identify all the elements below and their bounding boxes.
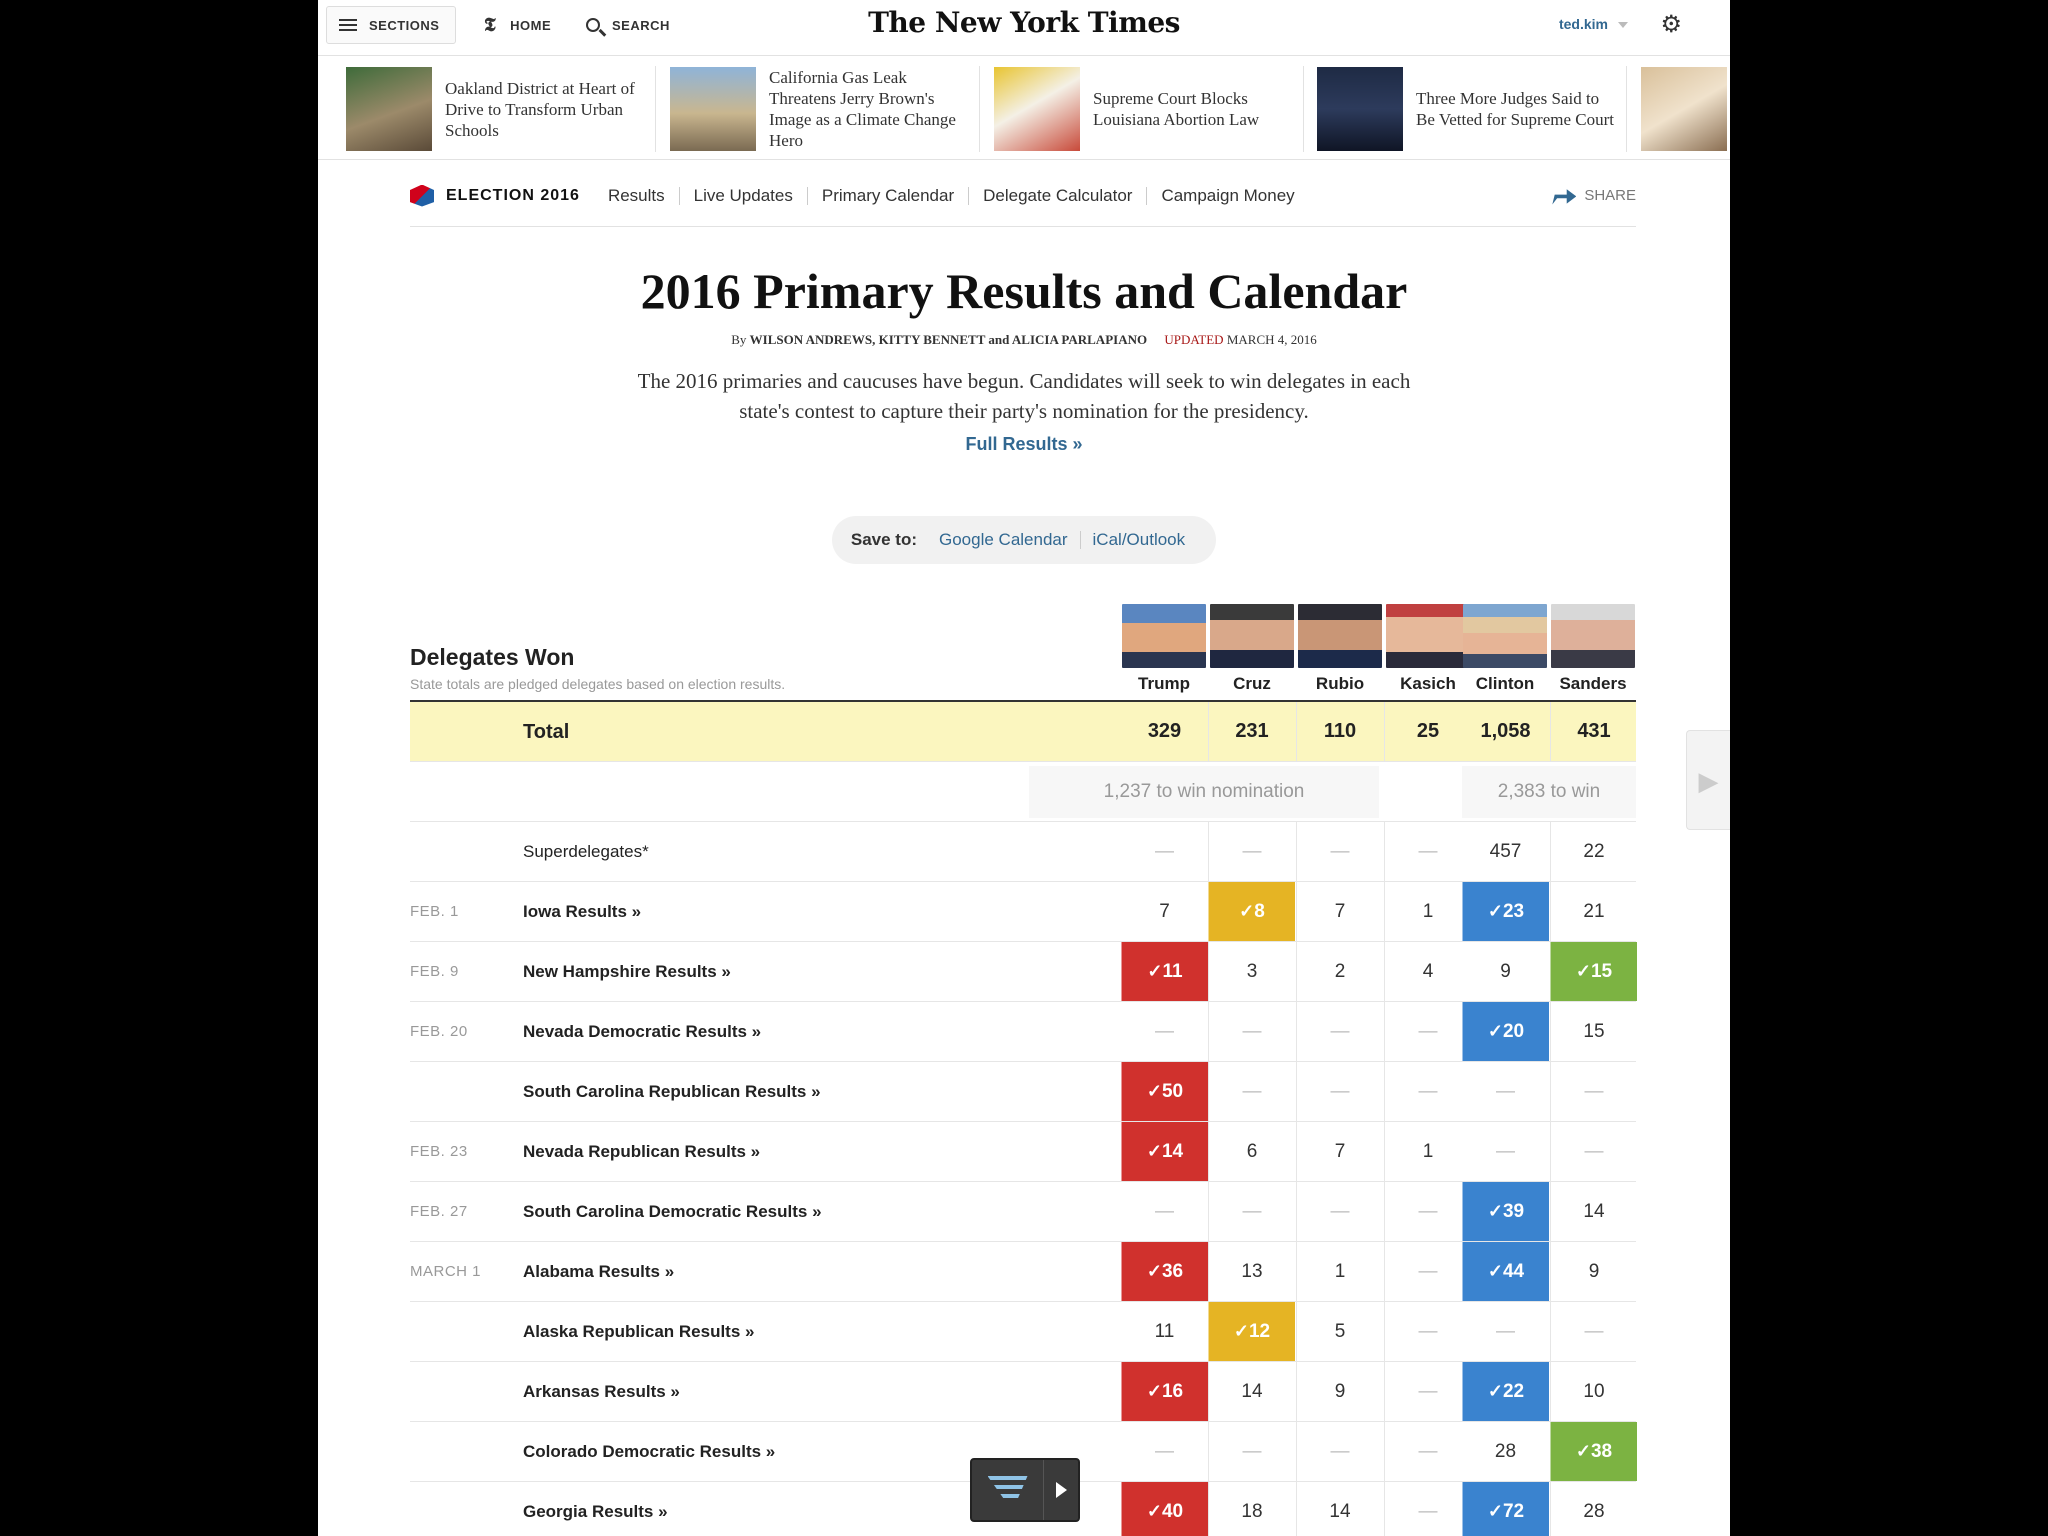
delegate-cell: 2 xyxy=(1296,942,1383,1001)
story-item[interactable] xyxy=(1317,66,1627,152)
user-name: ted.kim xyxy=(1558,16,1608,32)
total-cell: 231 xyxy=(1208,702,1295,761)
state-results-link[interactable]: Iowa Results » xyxy=(523,902,642,921)
nyt-t-icon: 𝕿 xyxy=(484,14,497,36)
candidate-photo xyxy=(1122,604,1206,668)
to-win-row xyxy=(410,762,1636,822)
winner-cell: ✓ 15 xyxy=(1550,942,1637,1001)
delegate-cell: — xyxy=(1384,1242,1471,1301)
state-results-link[interactable]: Alaska Republican Results » xyxy=(523,1322,755,1341)
candidate-header-kasich xyxy=(1385,604,1471,694)
winner-cell: ✓ 38 xyxy=(1550,1422,1637,1481)
full-results-link[interactable]: Full Results » xyxy=(965,434,1083,454)
candidate-header-rubio xyxy=(1297,604,1383,694)
candidate-name: Kasich xyxy=(1400,674,1456,693)
delegate-cell: — xyxy=(1384,1182,1471,1241)
delegate-cell: 9 xyxy=(1500,961,1511,982)
delegate-cell: 5 xyxy=(1296,1302,1383,1361)
story-headline: Oakland District at Heart of Drive to Transform Urban Schools xyxy=(445,78,635,140)
delegate-cell: — xyxy=(1384,1002,1471,1061)
delegate-cell: 457 xyxy=(1489,841,1522,862)
row-date: FEB. 20 xyxy=(410,1023,468,1040)
delegate-cell: 4 xyxy=(1384,942,1471,1001)
delegate-cell: 14 xyxy=(1296,1482,1383,1536)
candidate-name: Sanders xyxy=(1559,674,1627,693)
row-date: MARCH 1 xyxy=(410,1263,482,1280)
delegate-cell: — xyxy=(1296,1182,1383,1241)
delegate-cell: — xyxy=(1296,1002,1383,1061)
story-item[interactable] xyxy=(670,66,980,152)
delegate-cell: 10 xyxy=(1550,1362,1637,1421)
summary: The 2016 primaries and caucuses have begun. Candidates will seek to win delegates in each state's contest to capture their party's nomination for the presidency. xyxy=(637,369,1411,423)
delegate-cell: — xyxy=(1155,841,1174,862)
state-results-link[interactable]: South Carolina Republican Results » xyxy=(523,1082,821,1101)
delegate-cell: 1 xyxy=(1384,882,1471,941)
delegate-cell: — xyxy=(1155,1021,1174,1042)
delegate-cell: — xyxy=(1296,822,1383,881)
story-item[interactable] xyxy=(994,66,1304,152)
row-date: FEB. 23 xyxy=(410,1143,468,1160)
delegate-cell: 11 xyxy=(1154,1321,1175,1342)
delegate-cell: — xyxy=(1208,1062,1295,1121)
delegate-cell: — xyxy=(1384,1302,1471,1361)
delegate-cell: — xyxy=(1384,1362,1471,1421)
story-headline: Supreme Court Blocks Louisiana Abortion Law xyxy=(1093,89,1260,129)
delegate-cell: 15 xyxy=(1550,1002,1637,1061)
delegates-rows xyxy=(410,700,1636,1536)
delegates-title: Delegates Won xyxy=(410,644,575,670)
story-headline: Three More Judges Said to Be Vetted for Supreme Court xyxy=(1416,89,1614,129)
table-row xyxy=(410,1002,1636,1062)
next-arrow-icon[interactable]: ▶ xyxy=(1686,730,1730,830)
story-thumbnail xyxy=(1641,67,1727,151)
story-thumbnail xyxy=(346,67,432,151)
winner-cell: ✓ 16 xyxy=(1121,1362,1208,1421)
state-results-link[interactable]: New Hampshire Results » xyxy=(523,962,731,981)
state-results-link[interactable]: Nevada Democratic Results » xyxy=(523,1022,762,1041)
total-cell: 110 xyxy=(1296,702,1383,761)
delegate-cell: — xyxy=(1208,822,1295,881)
nav-live-updates[interactable]: Live Updates xyxy=(679,187,807,205)
delegate-cell: — xyxy=(1384,822,1471,881)
winner-cell: ✓ 8 xyxy=(1208,882,1295,941)
table-row xyxy=(410,1182,1636,1242)
nav-campaign-money[interactable]: Campaign Money xyxy=(1146,187,1308,205)
delegate-cell: 7 xyxy=(1296,882,1383,941)
table-row xyxy=(410,1302,1636,1362)
rep-to-win: 1,237 to win nomination xyxy=(1029,766,1379,818)
delegate-cell: — xyxy=(1208,1422,1295,1481)
winner-cell: ✓ 50 xyxy=(1121,1062,1208,1121)
total-cell: 1,058 xyxy=(1480,720,1531,742)
state-results-link[interactable]: Georgia Results » xyxy=(523,1502,668,1521)
row-label: Superdelegates* xyxy=(523,842,649,861)
winner-cell: ✓ 23 xyxy=(1462,882,1549,941)
winner-cell: ✓ 11 xyxy=(1121,942,1208,1001)
table-row xyxy=(410,1362,1636,1422)
media-player-widget[interactable] xyxy=(970,1458,1080,1522)
delegate-cell: 6 xyxy=(1208,1122,1295,1181)
candidate-header-sanders xyxy=(1550,604,1636,694)
total-cell: 25 xyxy=(1384,702,1471,761)
result-rows xyxy=(410,822,1636,1536)
table-row xyxy=(410,1242,1636,1302)
nav-delegate-calculator[interactable]: Delegate Calculator xyxy=(968,187,1146,205)
winner-cell: ✓ 44 xyxy=(1462,1242,1549,1301)
delegate-cell: 18 xyxy=(1208,1482,1295,1536)
byline-prefix: By xyxy=(731,332,747,347)
byline xyxy=(318,332,1730,348)
byline-names: WILSON ANDREWS, KITTY BENNETT and ALICIA PARLAPIANO xyxy=(749,332,1148,347)
dem-to-win: 2,383 to win xyxy=(1462,766,1636,818)
delegate-cell: — xyxy=(1550,1302,1637,1361)
delegate-cell: 13 xyxy=(1208,1242,1295,1301)
nav-results[interactable]: Results xyxy=(607,185,665,205)
table-row xyxy=(410,942,1636,1002)
delegate-cell: — xyxy=(1155,1441,1174,1462)
candidate-photo xyxy=(1298,604,1382,668)
winner-cell: ✓ 40 xyxy=(1121,1482,1208,1536)
delegate-cell: 21 xyxy=(1550,882,1637,941)
delegate-cell: — xyxy=(1384,1422,1471,1481)
winner-cell: ✓ 22 xyxy=(1462,1362,1549,1421)
delegates-subtitle: State totals are pledged delegates based on election results. xyxy=(410,676,786,692)
candidate-name: Trump xyxy=(1138,674,1190,693)
updated-label: UPDATED xyxy=(1164,332,1224,347)
share-label: SHARE xyxy=(1584,187,1636,204)
share-button[interactable] xyxy=(1552,187,1636,205)
state-results-link[interactable]: South Carolina Democratic Results » xyxy=(523,1202,822,1221)
delegate-cell: 7 xyxy=(1159,901,1170,922)
delegate-cell: — xyxy=(1550,1122,1637,1181)
story-item[interactable] xyxy=(1641,66,1727,152)
state-results-link[interactable]: Arkansas Results » xyxy=(523,1382,680,1401)
delegate-cell: 1 xyxy=(1296,1242,1383,1301)
total-cell: 329 xyxy=(1147,720,1182,742)
candidate-photo xyxy=(1551,604,1635,668)
top-bar xyxy=(318,0,1730,56)
ballot-box-icon xyxy=(410,185,434,207)
google-calendar-link[interactable]: Google Calendar xyxy=(939,530,1068,549)
delegate-cell: 9 xyxy=(1550,1242,1637,1301)
candidate-name: Rubio xyxy=(1315,674,1365,693)
page-title: 2016 Primary Results and Calendar xyxy=(640,263,1408,319)
candidate-header-cruz xyxy=(1209,604,1295,694)
state-results-link[interactable]: Alabama Results » xyxy=(523,1262,675,1281)
state-results-link[interactable]: Colorado Democratic Results » xyxy=(523,1442,776,1461)
page xyxy=(318,0,1730,1536)
candidate-name: Clinton xyxy=(1475,674,1535,693)
top-stories-strip xyxy=(318,56,1730,160)
delegate-cell: 1 xyxy=(1384,1122,1471,1181)
delegate-cell: — xyxy=(1296,1062,1383,1121)
delegate-cell: — xyxy=(1296,1422,1383,1481)
table-row xyxy=(410,822,1636,882)
search-label: SEARCH xyxy=(612,17,670,33)
share-icon xyxy=(1552,187,1576,205)
delegate-cell: 28 xyxy=(1494,1441,1517,1462)
story-headline: California Gas Leak Threatens Jerry Brown's Image as a Climate Change Hero xyxy=(769,68,956,150)
story-item[interactable] xyxy=(346,66,656,152)
nav-primary-calendar[interactable]: Primary Calendar xyxy=(807,187,968,205)
delegate-cell: 9 xyxy=(1296,1362,1383,1421)
total-row xyxy=(410,702,1636,762)
chevron-down-icon xyxy=(1618,22,1628,28)
delegate-cell: — xyxy=(1496,1321,1515,1342)
ical-outlook-link[interactable]: iCal/Outlook xyxy=(1092,530,1186,549)
gear-icon[interactable]: ⚙ xyxy=(1660,11,1682,38)
delegate-cell: — xyxy=(1550,1062,1637,1121)
table-row xyxy=(410,1122,1636,1182)
election-brand[interactable]: ELECTION 2016 xyxy=(446,186,580,204)
story-thumbnail xyxy=(994,67,1080,151)
delegate-cell: 14 xyxy=(1208,1362,1295,1421)
election-nav xyxy=(410,165,1636,227)
delegate-cell: — xyxy=(1496,1141,1515,1162)
home-label: HOME xyxy=(510,17,552,33)
row-date: FEB. 9 xyxy=(410,963,459,980)
winner-cell: ✓ 36 xyxy=(1121,1242,1208,1301)
candidate-photo xyxy=(1463,604,1547,668)
winner-cell: ✓ 12 xyxy=(1208,1302,1295,1361)
updated-date: MARCH 4, 2016 xyxy=(1226,332,1317,347)
delegate-cell: 22 xyxy=(1550,822,1637,881)
delegate-cell: — xyxy=(1496,1081,1515,1102)
table-row xyxy=(410,1062,1636,1122)
winner-cell: ✓ 20 xyxy=(1462,1002,1549,1061)
delegate-cell: — xyxy=(1384,1482,1471,1536)
delegate-cell: 7 xyxy=(1296,1122,1383,1181)
save-to-bar xyxy=(832,516,1216,564)
table-row xyxy=(410,882,1636,942)
story-thumbnail xyxy=(1317,67,1403,151)
delegate-cell: — xyxy=(1155,1201,1174,1222)
story-thumbnail xyxy=(670,67,756,151)
player-logo-icon xyxy=(972,1460,1044,1520)
candidate-name: Cruz xyxy=(1233,674,1271,693)
total-label: Total xyxy=(523,721,570,743)
row-date: FEB. 1 xyxy=(410,903,459,920)
candidate-photo xyxy=(1386,604,1470,668)
delegate-cell: — xyxy=(1208,1002,1295,1061)
winner-cell: ✓ 39 xyxy=(1462,1182,1549,1241)
total-cell: 431 xyxy=(1550,702,1637,761)
candidate-header-clinton xyxy=(1462,604,1548,694)
winner-cell: ✓ 72 xyxy=(1462,1482,1549,1536)
delegate-cell: 3 xyxy=(1208,942,1295,1001)
state-results-link[interactable]: Nevada Republican Results » xyxy=(523,1142,761,1161)
sections-label: SECTIONS xyxy=(369,17,440,33)
nyt-logo[interactable]: The New York Times xyxy=(868,6,1180,39)
delegate-cell: — xyxy=(1384,1062,1471,1121)
delegate-cell: 14 xyxy=(1550,1182,1637,1241)
user-menu[interactable] xyxy=(1559,16,1628,32)
play-icon[interactable] xyxy=(1044,1460,1078,1520)
delegate-cell: — xyxy=(1208,1182,1295,1241)
candidate-header-trump xyxy=(1121,604,1207,694)
candidate-photo xyxy=(1210,604,1294,668)
save-to-label: Save to: xyxy=(850,530,917,549)
row-date: FEB. 27 xyxy=(410,1203,468,1220)
winner-cell: ✓ 14 xyxy=(1121,1122,1208,1181)
delegate-cell: 28 xyxy=(1550,1482,1637,1536)
